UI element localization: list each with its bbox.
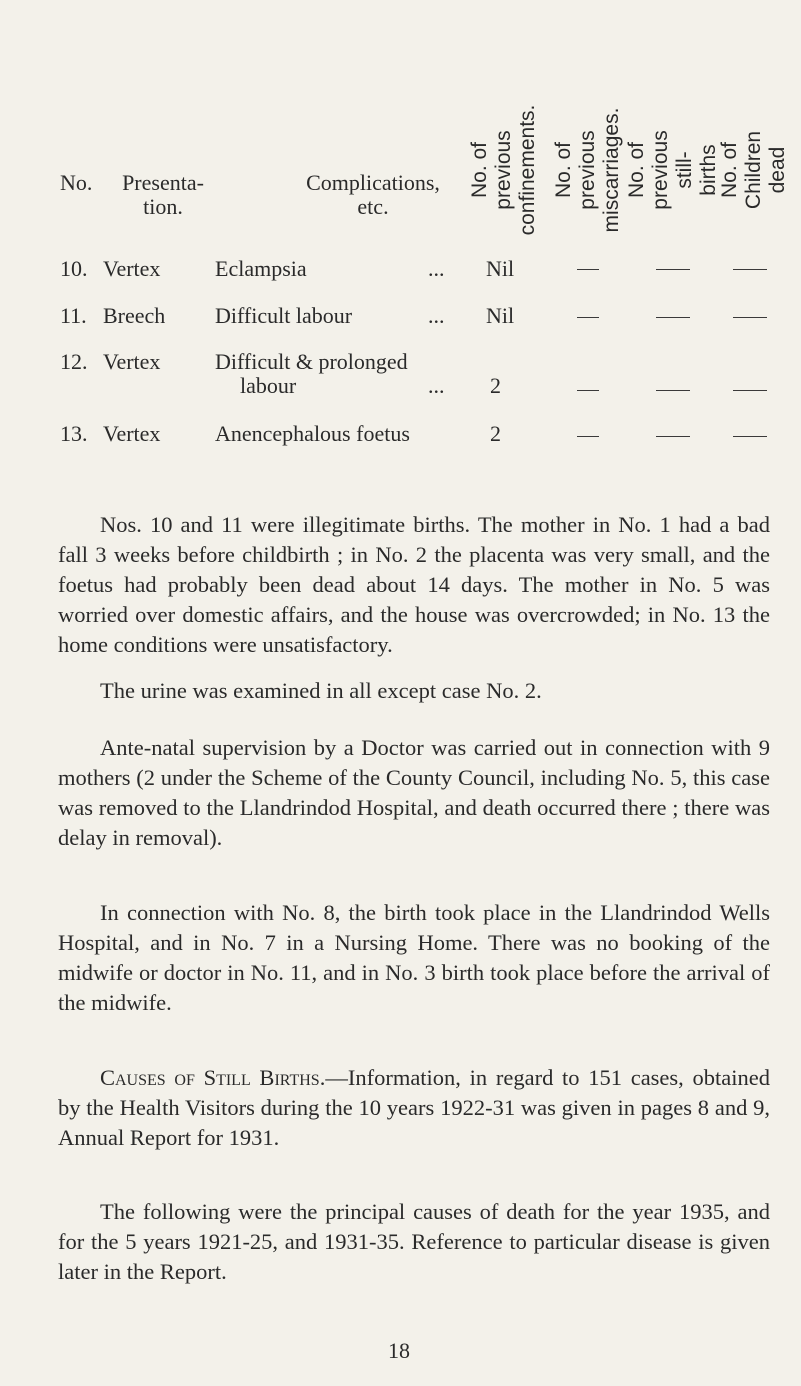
paragraph-ante-natal: Ante-natal supervision by a Doctor was carried out in connection with 9 mothers (2 under the Scheme of the County Council, including No. 5, this case was removed to the Llandrindod Hospital, and death occurred there ; there was delay in removal). [58, 735, 770, 850]
page-number: 18 [388, 1338, 410, 1363]
row-prev-confinements: Nil [486, 303, 515, 328]
row-dash [656, 390, 690, 391]
row-dash [577, 269, 599, 270]
paragraph-principal-causes: The following were the principal causes of death for the year 1935, and for the 5 years 1921-25, and 1931-35. Reference to particular disease is given later in the Report. [58, 1199, 770, 1284]
row-prev-confinements: 2 [490, 421, 501, 446]
row-number: 12. [60, 349, 88, 374]
header-presentation: Presenta- tion. [122, 170, 204, 219]
row-prev-confinements: Nil [486, 256, 515, 281]
row-dash [577, 436, 599, 437]
header-complications: Complications, etc. [306, 170, 440, 219]
row-presentation: Breech [103, 303, 166, 328]
section-heading: Causes of Still Births. [100, 1065, 326, 1090]
header-prev-miscarriages: No. of previous miscarriages. [552, 107, 623, 232]
row-presentation: Vertex [103, 349, 161, 374]
row-complications: labour ... [240, 373, 445, 398]
row-complications: Eclampsia ... [215, 256, 445, 281]
header-no: No. [60, 170, 93, 195]
header-prev-confinements: No. of previous confinements. [468, 104, 539, 235]
row-presentation: Vertex [103, 421, 161, 446]
row-presentation: Vertex [103, 256, 161, 281]
row-dash [733, 390, 767, 391]
row-dash [733, 269, 767, 270]
row-dash [733, 436, 767, 437]
row-dash [656, 269, 690, 270]
row-prev-confinements: 2 [490, 373, 501, 398]
header-prev-stillbirths: No. of previous still-births [625, 129, 720, 210]
row-dash [656, 436, 690, 437]
row-dash [733, 317, 767, 318]
paragraph-illegitimate-births: Nos. 10 and 11 were illegitimate births. The mother in No. 1 had a bad fall 3 weeks before childbirth ; in No. 2 the placenta was very small, and the foetus had probably been dead about 14 days. The mother in No. 5 was worried over domestic affairs, and the house was overcrowded; in No. 13 the home conditions were unsatisfactory. [58, 512, 770, 657]
row-number: 11. [60, 303, 87, 328]
header-children-dead: No. of Children dead [718, 130, 789, 209]
row-complications: Anencephalous foetus [215, 421, 410, 446]
row-number: 13. [60, 421, 88, 446]
row-complications: Difficult labour ... [215, 303, 445, 328]
row-complications: Difficult & prolonged [215, 349, 408, 374]
paragraph-hospital-births: In connection with No. 8, the birth took place in the Llandrindod Wells Hospital, and in No. 7 in a Nursing Home. There was no booking of the midwife or doctor in No. 11, and in No. 3 birth took place before the arrival of the midwife. [58, 900, 770, 1015]
row-dash [577, 317, 599, 318]
row-dash [577, 390, 599, 391]
paragraph-urine: The urine was examined in all except case No. 2. [100, 678, 542, 703]
row-dash [656, 317, 690, 318]
row-number: 10. [60, 256, 88, 281]
paragraph-causes-still-births: Causes of Still Births.—Information, in regard to 151 cases, obtained by the Health Visitors during the 10 years 1922-31 was given in pages 8 and 9, Annual Report for 1931. [58, 1065, 770, 1150]
